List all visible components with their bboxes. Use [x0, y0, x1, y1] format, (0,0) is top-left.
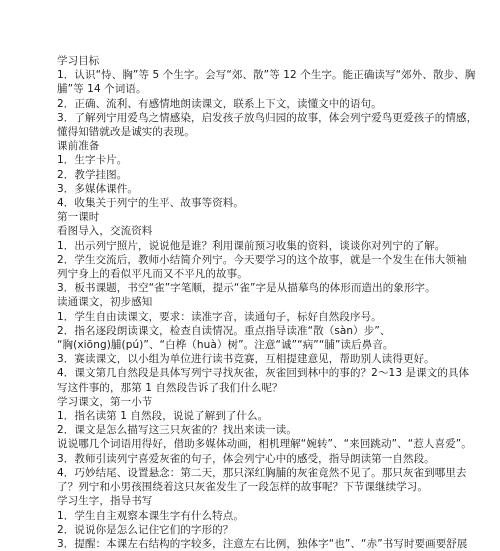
- document-line: 写这件事的，那第 1 自然段告诉了我们什么呢？: [57, 381, 283, 394]
- document-line: 学习生字，指导书写: [57, 495, 153, 508]
- document-line: 看图导入，交流资料: [57, 225, 153, 238]
- document-line: 4．巧妙结尾、设置悬念：第二天，那只深红胸脯的灰雀竟然不见了。那只灰雀到哪里去: [57, 466, 467, 479]
- document-line: 1．学生自由读课文，要求：读准字音，读通句子，标好自然段序号。: [57, 310, 382, 323]
- document-line: 3．教师引读列宁喜爱灰雀的句子，体会列宁心中的感受，指导朗读第一自然段。: [57, 452, 435, 465]
- document-line: 3．多媒体课件。: [57, 182, 138, 195]
- document-line: 3．赛读课文，以小组为单位进行读书竞赛，互相提建意见，帮助别人读得更好。: [57, 353, 435, 366]
- document-line: 读通课文，初步感知: [57, 296, 153, 309]
- document-line: 了？列宁和小男孩围绕着这只灰雀发生了一段怎样的故事呢？下节课继续学习。: [57, 481, 428, 494]
- document-line: 1．生字卡片。: [57, 154, 128, 167]
- document-line: 2．课文是怎么描写这三只灰雀的？找出来读一读。: [57, 424, 297, 437]
- document-line: 懂得知错就改是诚实的表现。: [57, 126, 195, 139]
- document-line: 3．了解列宁用爱鸟之情感染，启发孩子放鸟归园的故事，体会列宁爱鸟更爱孩子的情感，: [57, 111, 478, 124]
- document-line: 学习目标: [57, 55, 100, 67]
- document-line: 2．教学挂图。: [57, 168, 128, 181]
- document-line: 3．板书课题，书空“雀”字笔顺，提示“雀”字是从描摹鸟的体形而造出的象形字。: [57, 282, 436, 295]
- document-line: 1．认识“恃、胸”等 5 个生字。会写“郊、散”等 12 个生字。能正确读写“郊外、散步、胸: [57, 69, 476, 82]
- document-line: 脯”等 14 个词语。: [57, 83, 147, 96]
- document-line: 2．说说你是怎么记住它们的字形的？: [57, 523, 234, 536]
- document-line: 课前准备: [57, 140, 100, 153]
- document-line: 3．提醒：本课左右结构的字较多，注意左右比例，独体字“也”、“赤”书写时要画要舒展: [57, 537, 468, 550]
- document-line: 4．课文第几自然段是具体写列宁寻找灰雀，灰雀回到林中的事的？2～13 是课文的具体: [57, 367, 470, 380]
- document-line: 2．正确、流利、有感情地朗读课文，联系上下文，读懂文中的语句。: [57, 97, 382, 110]
- document-line: “胸(xiōng)脯(pú)”、“白桦（huà）树”。注意“诚”“病”“脯”读后鼻音。: [57, 339, 394, 352]
- document-line: 1．指名读第 1 自然段，说说了解到了什么。: [57, 410, 269, 423]
- document-line: 说说哪几个词语用得好，借助多媒体动画，相机理解“婉转”、“来回跳动”、“惹人喜爱”。: [57, 438, 472, 451]
- document-line: 第一课时: [57, 211, 100, 224]
- document-line: 4．收集关于列宁的生平、故事等资料。: [57, 197, 244, 210]
- document-line: 1．出示列宁照片，说说他是谁？利用课前预习收集的资料，谈谈你对列宁的了解。: [57, 239, 446, 252]
- document-line: 列宁身上的看似平凡而又不平凡的故事。: [57, 268, 248, 281]
- document-line: 2．指名逐段朗读课文，检查自读情况。重点指导读准“散（sàn）步”、: [57, 324, 391, 337]
- document-line: 学习课文，第一小节: [57, 395, 153, 408]
- document-line: 2．学生交流后，教师小结简介列宁。今天要学习的这个故事，就是一个发生在伟大领袖: [57, 253, 467, 266]
- document-body: [57, 54, 497, 551]
- document-line: 1．学生自主观察本课生字有什么特点。: [57, 509, 244, 522]
